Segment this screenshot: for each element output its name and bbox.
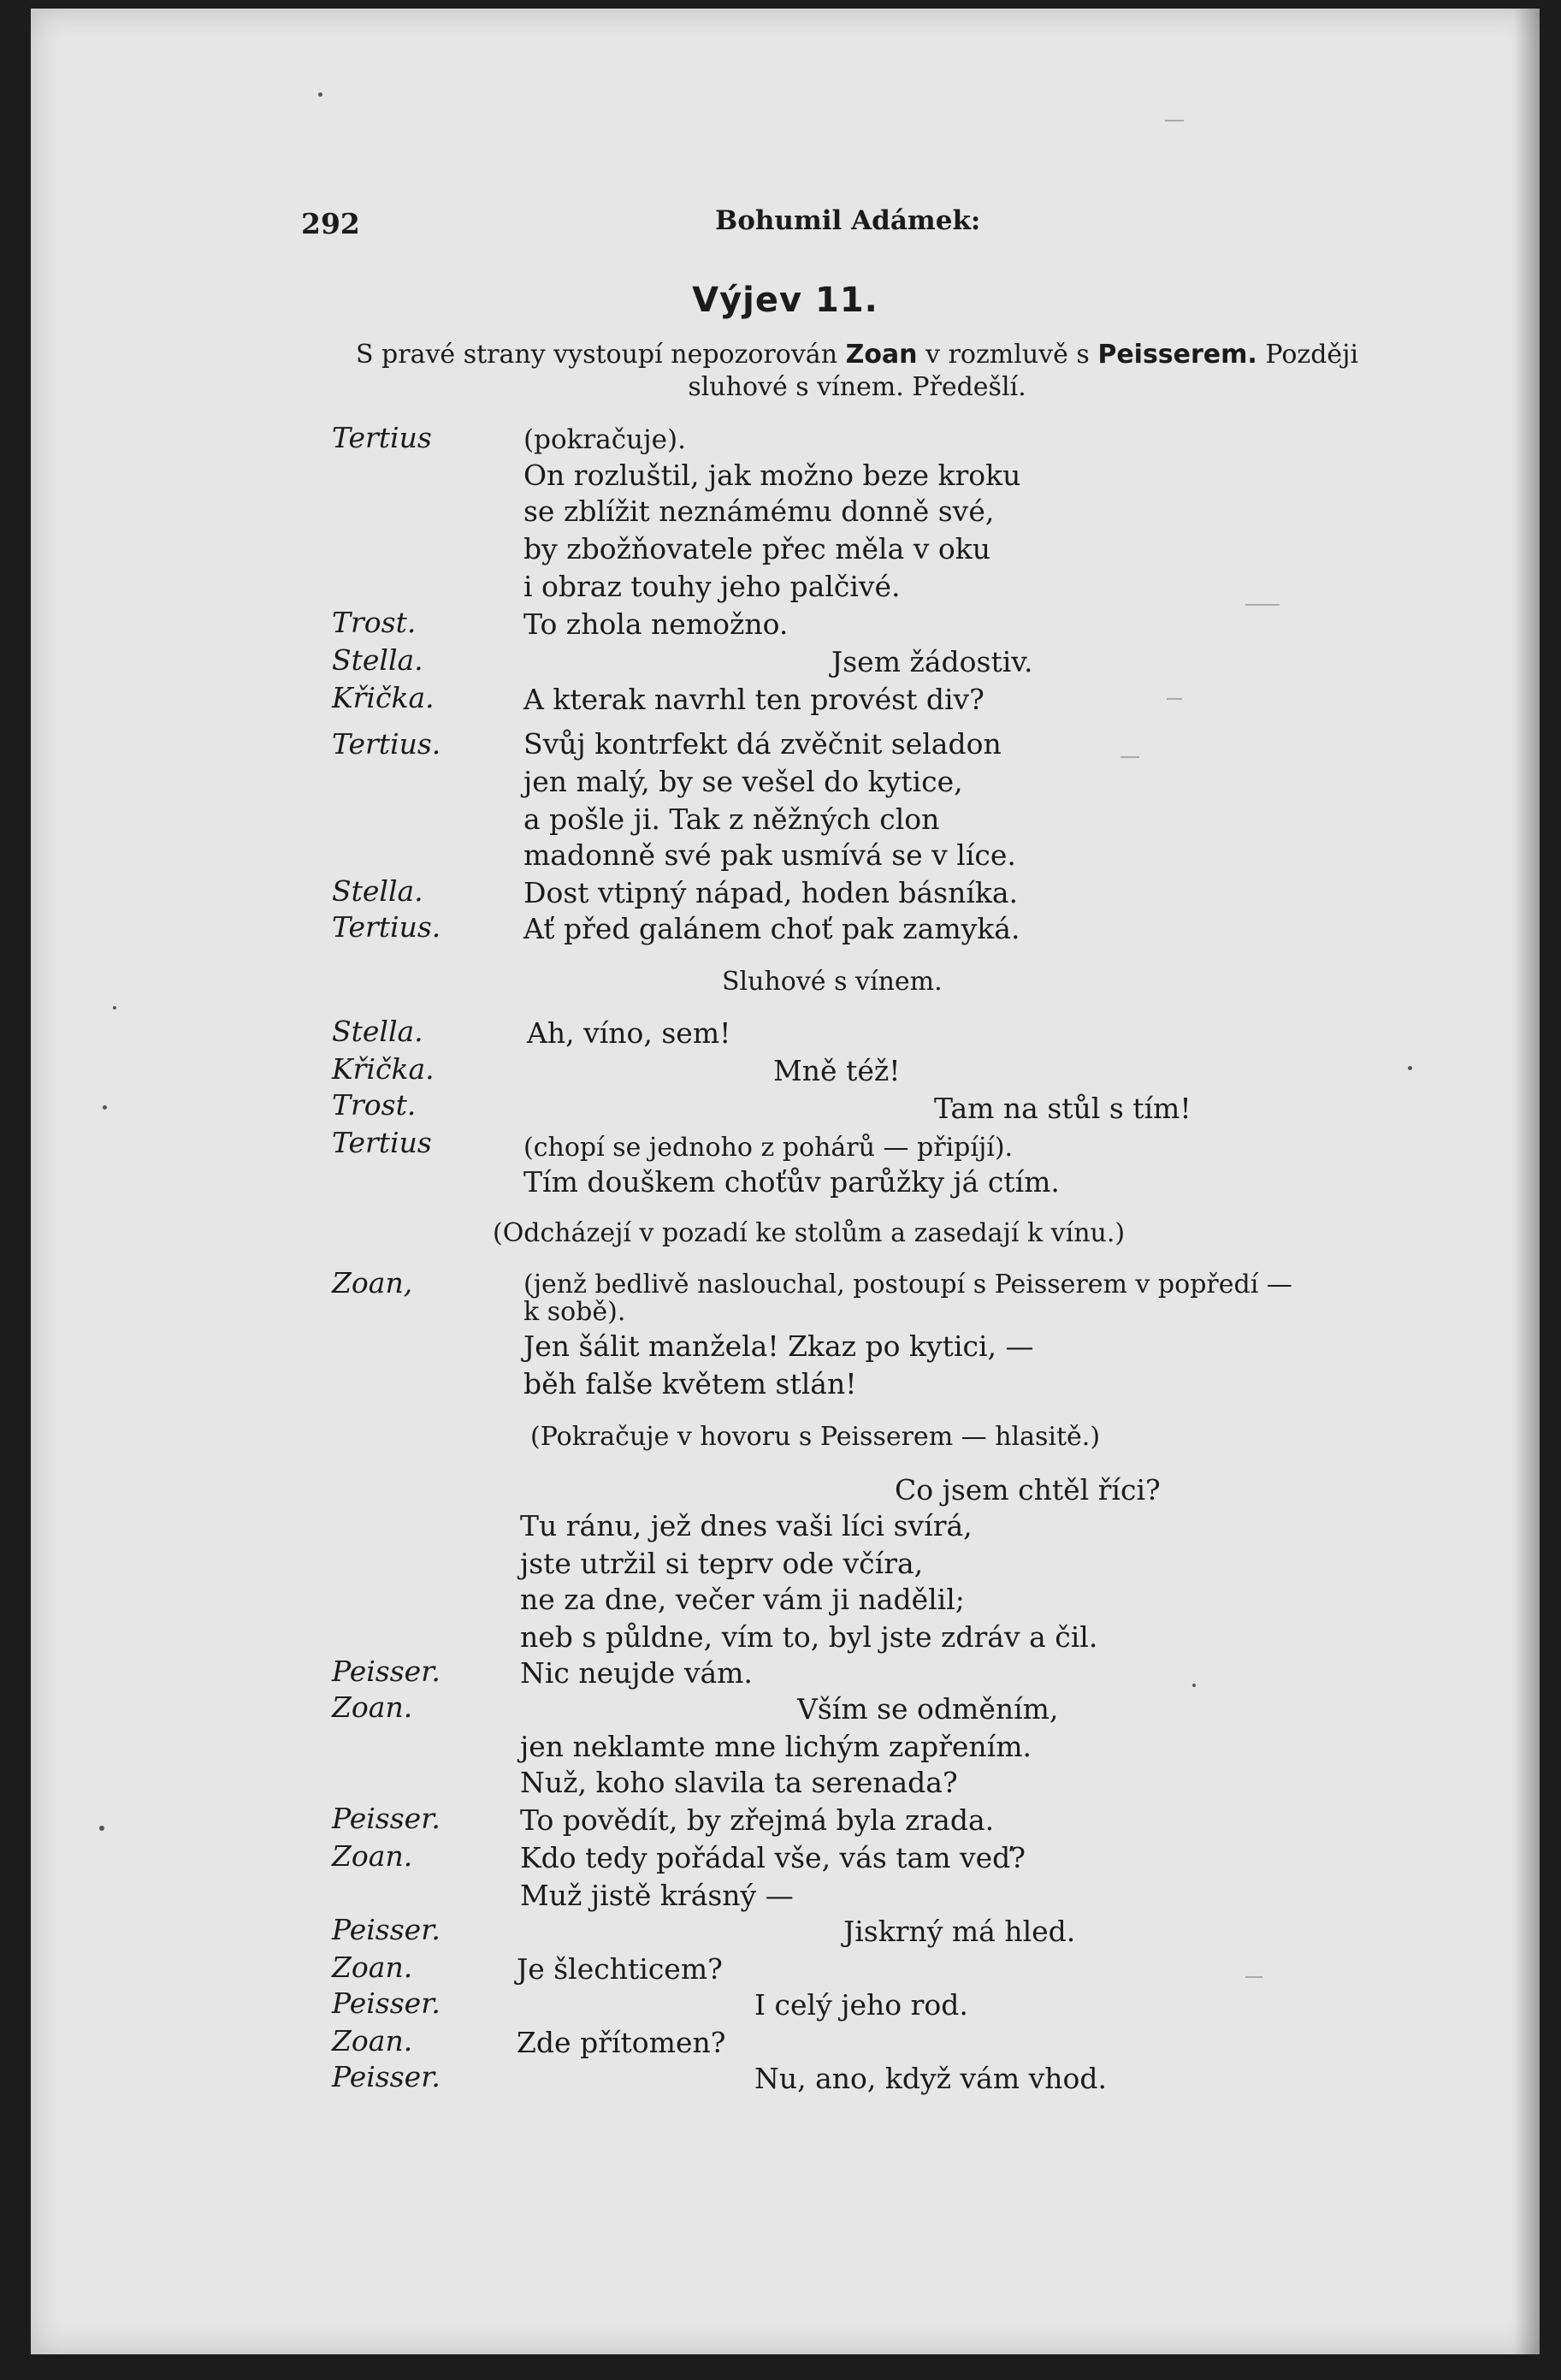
dialogue-line: i obraz touhy jeho palčivé.: [523, 570, 901, 603]
speaker-name: Peisser.: [332, 1655, 441, 1688]
scan-speck: [99, 1826, 104, 1831]
scene-direction-line-2: sluhové s vínem. Předešlí.: [688, 372, 1026, 402]
dialogue-line: jen malý, by se vešel do kytice,: [523, 765, 963, 798]
dialogue-line: Jiskrný má hled.: [843, 1915, 1076, 1948]
direction-text: Později: [1265, 340, 1359, 370]
dialogue-line: I celý jeho rod.: [754, 1988, 968, 2022]
speaker-name: Tertius.: [332, 727, 441, 761]
speaker-name: Tertius.: [332, 910, 441, 944]
dialogue-line: Dost vtipný nápad, hoden básníka.: [523, 876, 1019, 909]
scan-mark: [1120, 756, 1139, 758]
dialogue-line: Co jsem chtěl říci?: [895, 1473, 1161, 1507]
speaker-name: Peisser.: [332, 1802, 441, 1835]
dialogue-line: To zhola nemožno.: [523, 607, 789, 641]
dialogue-line: madonně své pak usmívá se v líce.: [523, 838, 1016, 872]
speaker-name: Tertius: [332, 421, 432, 454]
dialogue-line: ne za dne, večer vám ji nadělil;: [520, 1583, 965, 1616]
speaker-name: Trost.: [332, 1088, 417, 1122]
speaker-name: Peisser.: [332, 2060, 441, 2093]
dialogue-line: jste utržil si teprv ode včíra,: [520, 1547, 924, 1580]
dialogue-line: Jen šálit manžela! Zkaz po kytici, —: [523, 1329, 1034, 1363]
direction-zoan: Zoan: [845, 340, 918, 370]
dialogue-line: a pošle ji. Tak z něžných clon: [523, 802, 940, 836]
stage-direction: (Odcházejí v pozadí ke stolům a zasedají k vínu.): [493, 1218, 1126, 1248]
dialogue-line: Svůj kontrfekt dá zvěčnit seladon: [523, 727, 1002, 761]
scan-speck: [318, 92, 322, 97]
speaker-name: Stella.: [332, 1015, 423, 1048]
scene-direction: [301, 339, 1413, 404]
page-number: 292: [301, 207, 360, 240]
stage-direction: (jenž bedlivě naslouchal, postoupí s Peisserem v popředí —: [523, 1270, 1292, 1300]
dialogue-line: Tam na stůl s tím!: [934, 1092, 1191, 1125]
page-edge-shadow: [1514, 9, 1540, 2354]
speaker-name: Křička.: [332, 681, 435, 714]
dialogue-line: Je šlechticem?: [517, 1952, 723, 1986]
direction-peisserem: Peisserem.: [1097, 340, 1257, 370]
speaker-name: Zoan.: [332, 1951, 413, 1984]
dialogue-line: On rozluštil, jak možno beze kroku: [523, 459, 1021, 492]
speaker-name: Zoan,: [332, 1266, 413, 1300]
speaker-name: Stella.: [332, 874, 423, 908]
speaker-name: Peisser.: [332, 1986, 441, 2020]
stage-direction: (chopí se jednoho z pohárů — připíjí).: [523, 1133, 1014, 1163]
speaker-name: Stella.: [332, 643, 423, 677]
dialogue-line: Mně též!: [773, 1054, 901, 1087]
scan-mark: [1165, 120, 1184, 121]
dialogue-line: Kdo tedy pořádal vše, vás tam veď?: [520, 1841, 1026, 1874]
scan-speck: [103, 1105, 107, 1110]
scan-mark: [1167, 698, 1182, 700]
speaker-name: Zoan.: [332, 2024, 413, 2057]
speaker-name: Zoan.: [332, 1839, 413, 1873]
dialogue-line: Tím douškem choťův parůžky já ctím.: [523, 1165, 1060, 1199]
direction-text: v rozmluvě s: [925, 340, 1090, 370]
dialogue-line: Vším se odměním,: [797, 1692, 1059, 1726]
stage-direction: Sluhové s vínem.: [722, 967, 943, 997]
scan-speck: [1192, 1684, 1196, 1687]
dialogue-line: Nu, ano, když vám vhod.: [754, 2062, 1108, 2095]
running-title: Bohumil Adámek:: [715, 205, 981, 236]
dialogue-line: (pokračuje).: [523, 424, 686, 455]
dialogue-line: Zde přítomen?: [517, 2026, 726, 2059]
scene-direction-line-1: [301, 339, 1413, 371]
scan-speck: [113, 1006, 116, 1009]
dialogue-line: A kterak navrhl ten provést div?: [523, 683, 984, 716]
dialogue-line: Jsem žádostiv.: [831, 645, 1033, 678]
speaker-name: Zoan.: [332, 1690, 413, 1724]
dialogue-line: jen neklamte mne lichým zapřením.: [520, 1730, 1032, 1763]
speaker-name: Peisser.: [332, 1913, 441, 1946]
speaker-name: Křička.: [332, 1052, 435, 1086]
dialogue-line: Nic neujde vám.: [520, 1656, 753, 1690]
dialogue-line: se zblížit neznámému donně své,: [523, 494, 995, 528]
scan-speck: [1408, 1066, 1412, 1070]
speaker-name: Trost.: [332, 606, 417, 639]
dialogue-line: Tu ránu, jež dnes vaši líci svírá,: [520, 1509, 973, 1542]
speaker-name: Tertius: [332, 1126, 432, 1159]
stage-direction: k sobě).: [523, 1297, 626, 1327]
dialogue-line: To povědít, by zřejmá byla zrada.: [520, 1803, 995, 1837]
scene-title: Výjev 11.: [692, 281, 878, 320]
scan-mark: [1245, 604, 1280, 606]
dialogue-line: Muž jistě krásný —: [520, 1879, 794, 1912]
dialogue-line: by zbožňovatele přec měla v oku: [523, 532, 991, 565]
direction-text: S pravé strany vystoupí nepozorován: [355, 340, 838, 370]
dialogue-line: běh falše květem stlán!: [523, 1367, 857, 1400]
dialogue-line: Nuž, koho slavila ta serenada?: [520, 1766, 958, 1799]
stage-direction: (Pokračuje v hovoru s Peisserem — hlasitě.): [530, 1422, 1101, 1452]
dialogue-line: Ať před galánem choť pak zamyká.: [523, 912, 1020, 945]
book-page: [31, 9, 1540, 2354]
scan-mark: [1245, 1976, 1262, 1978]
dialogue-line: neb s půldne, vím to, byl jste zdráv a čil.: [520, 1620, 1098, 1654]
dialogue-line: Ah, víno, sem!: [527, 1016, 731, 1050]
